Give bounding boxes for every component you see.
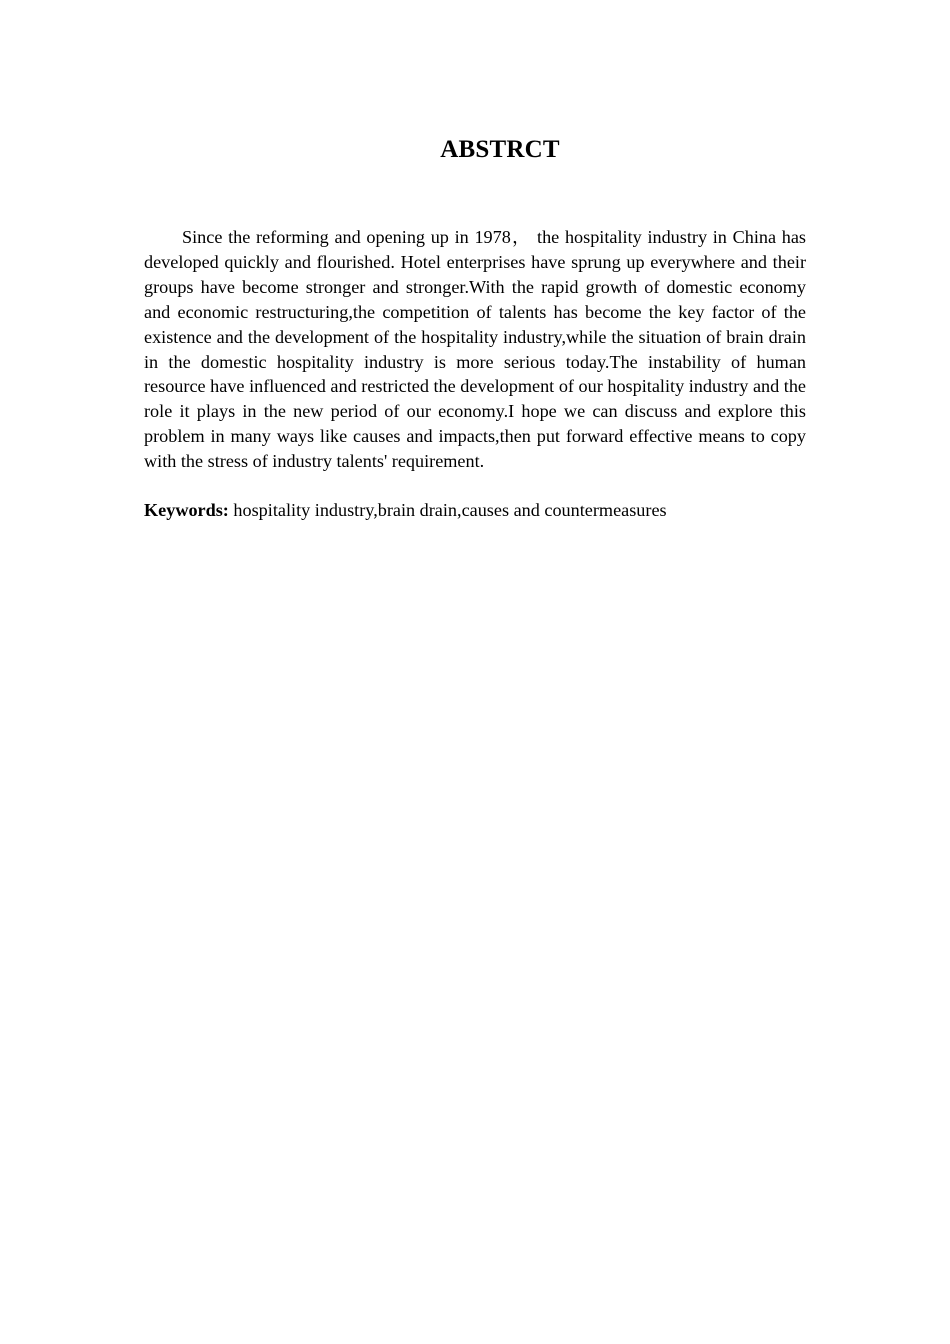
keywords-label: Keywords: xyxy=(144,500,229,520)
page-title: ABSTRCT xyxy=(440,136,560,163)
keywords-line xyxy=(144,498,806,523)
keywords-value: hospitality industry,brain drain,causes and countermeasures xyxy=(228,500,667,520)
abstract-paragraph: Since the reforming and opening up in 1978， the hospitality industry in China has developed quickly and flourished. Hotel enterprises have sprung up everywhere and their groups have become stronger and stronger.With the rapid growth of domestic economy and economic restructuring,the competition of talents has become the key factor of the existence and the development of the hospitality industry,while the situation of brain drain in the domestic hospitality industry is more serious today.The instability of human resource have influenced and restricted the development of our hospitality industry and the role it plays in the new period of our economy.I hope we can discuss and explore this problem in many ways like causes and impacts,then put forward effective means to copy with the stress of industry talents' requirement. xyxy=(144,227,806,472)
